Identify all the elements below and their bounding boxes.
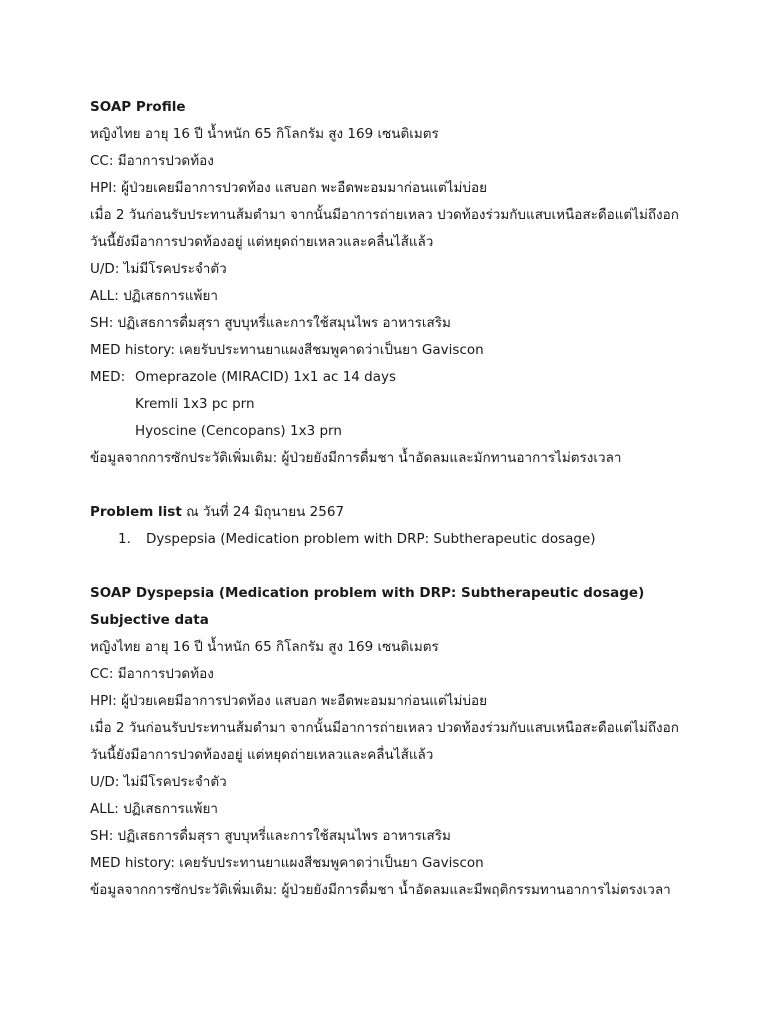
problem-list-heading xyxy=(90,499,750,526)
list-number: 1. xyxy=(118,531,131,547)
social-history: SH: ปฏิเสธการดื่มสุรา สูบบุหรี่และการใช้สมุนไพร อาหารเสริม xyxy=(90,315,451,331)
med-item: Omeprazole (MIRACID) 1x1 ac 14 days xyxy=(135,369,397,385)
allergy: ALL: ปฏิเสธการแพ้ยา xyxy=(90,801,218,817)
soap-profile-heading: SOAP Profile xyxy=(90,99,186,115)
med-item: Hyoscine (Cencopans) 1x3 prn xyxy=(135,423,342,439)
patient-info: หญิงไทย อายุ 16 ปี น้ำหนัก 65 กิโลกรัม สูง 169 เซนติเมตร xyxy=(90,126,439,142)
hpi-line-3: วันนี้ยังมีอาการปวดท้องอยู่ แต่หยุดถ่ายเหลวและคลื่นไส้แล้ว xyxy=(90,234,434,250)
problem-list-date: ณ วันที่ 24 มิถุนายน 2567 xyxy=(181,504,345,520)
spacer xyxy=(90,472,750,499)
document-page xyxy=(90,94,750,904)
med-row xyxy=(90,364,750,391)
additional-history: ข้อมูลจากการซักประวัติเพิ่มเติม: ผู้ป่วยยังมีการดื่มชา น้ำอัดลมและมักทานอาการไม่ตรงเวลา xyxy=(90,450,622,466)
med-label: MED: xyxy=(90,369,126,385)
subjective-heading: Subjective data xyxy=(90,612,209,628)
hpi-line-1: HPI: ผู้ป่วยเคยมีอาการปวดท้อง แสบอก พะอืดพะอมมาก่อนแต่ไม่บ่อย xyxy=(90,180,488,196)
chief-complaint: CC: มีอาการปวดท้อง xyxy=(90,153,214,169)
hpi-line-1: HPI: ผู้ป่วยเคยมีอาการปวดท้อง แสบอก พะอืดพะอมมาก่อนแต่ไม่บ่อย xyxy=(90,693,488,709)
med-item: Kremli 1x3 pc prn xyxy=(135,396,255,412)
list-text: Dyspepsia (Medication problem with DRP: Subtherapeutic dosage) xyxy=(146,531,596,547)
hpi-line-2: เมื่อ 2 วันก่อนรับประทานส้มตำมา จากนั้นมีอาการถ่ายเหลว ปวดท้องร่วมกับแสบเหนือสะดือแต่ไม่ถึงอก xyxy=(90,207,679,223)
patient-info: หญิงไทย อายุ 16 ปี น้ำหนัก 65 กิโลกรัม สูง 169 เซนติเมตร xyxy=(90,639,439,655)
soap-dyspepsia-heading: SOAP Dyspepsia (Medication problem with DRP: Subtherapeutic dosage) xyxy=(90,585,645,601)
hpi-line-3: วันนี้ยังมีอาการปวดท้องอยู่ แต่หยุดถ่ายเหลวและคลื่นไส้แล้ว xyxy=(90,747,434,763)
underlying-disease: U/D: ไม่มีโรคประจำตัว xyxy=(90,261,227,277)
problem-list-title: Problem list xyxy=(90,504,182,520)
chief-complaint: CC: มีอาการปวดท้อง xyxy=(90,666,214,682)
additional-history: ข้อมูลจากการซักประวัติเพิ่มเติม: ผู้ป่วยยังมีการดื่มชา น้ำอัดลมและมีพฤติกรรมทานอาการไม่ตรงเวลา xyxy=(90,882,671,898)
list-item xyxy=(90,526,750,553)
med-history: MED history: เคยรับประทานยาแผงสีชมพูคาดว่าเป็นยา Gaviscon xyxy=(90,342,484,358)
spacer xyxy=(90,553,750,580)
med-history: MED history: เคยรับประทานยาแผงสีชมพูคาดว่าเป็นยา Gaviscon xyxy=(90,855,484,871)
social-history: SH: ปฏิเสธการดื่มสุรา สูบบุหรี่และการใช้สมุนไพร อาหารเสริม xyxy=(90,828,451,844)
allergy: ALL: ปฏิเสธการแพ้ยา xyxy=(90,288,218,304)
underlying-disease: U/D: ไม่มีโรคประจำตัว xyxy=(90,774,227,790)
hpi-line-2: เมื่อ 2 วันก่อนรับประทานส้มตำมา จากนั้นมีอาการถ่ายเหลว ปวดท้องร่วมกับแสบเหนือสะดือแต่ไม่ถึงอก xyxy=(90,720,679,736)
